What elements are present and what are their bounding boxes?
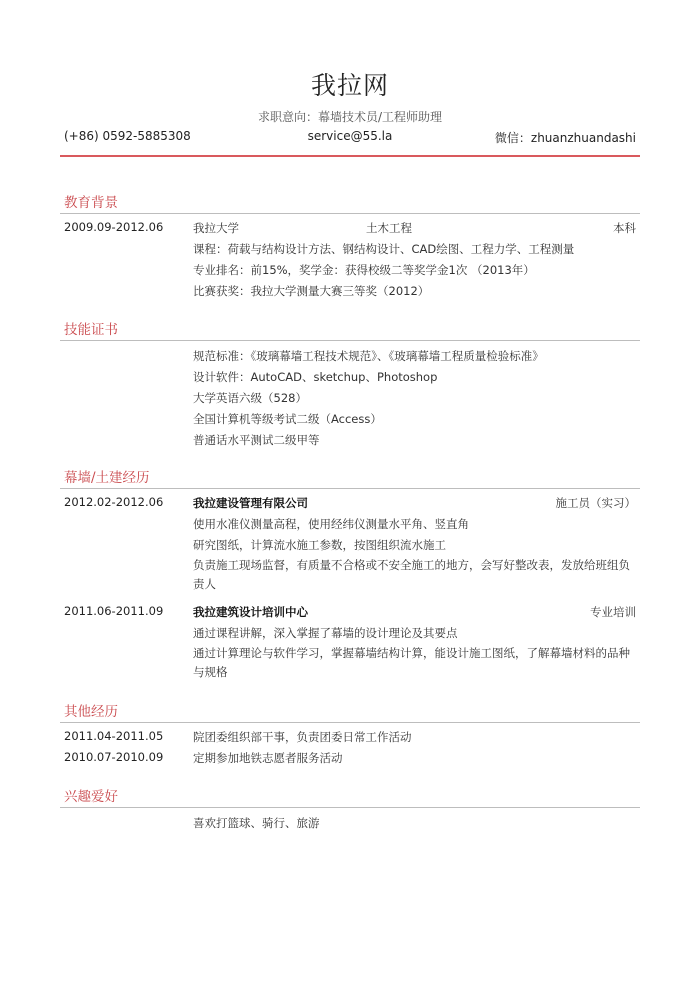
other-date: 2011.04-2011.05 bbox=[64, 729, 164, 743]
skill-line: 普通话水平测试二级甲等 bbox=[193, 433, 320, 447]
job-date: 2011.06-2011.09 bbox=[64, 604, 164, 618]
job-company: 我拉建设管理有限公司 bbox=[193, 496, 308, 510]
job-duty: 通过计算理论与软件学习，掌握幕墙结构计算，能设计施工图纸，了解幕墙材料的品种与规格 bbox=[193, 646, 630, 679]
skill-line: 设计软件：AutoCAD、sketchup、Photoshop bbox=[193, 370, 438, 384]
phone-number: (+86) 0592-5885308 bbox=[64, 129, 191, 143]
section-title-other: 其他经历 bbox=[64, 704, 118, 720]
education-degree: 本科 bbox=[613, 221, 636, 235]
job-objective: 求职意向：幕墙技术员/工程师助理 bbox=[257, 110, 443, 124]
contact-row bbox=[64, 129, 636, 147]
email-address: service@55.la bbox=[307, 129, 393, 143]
education-courses: 课程：荷载与结构设计方法、钢结构设计、CAD绘图、工程力学、工程测量 bbox=[193, 242, 575, 256]
wechat-id: 微信：zhuanzhuandashi bbox=[494, 131, 636, 145]
section-title-education: 教育背景 bbox=[64, 195, 118, 211]
section-title-hobbies: 兴趣爱好 bbox=[64, 789, 118, 805]
section-title-experience: 幕墙/土建经历 bbox=[64, 470, 150, 486]
job-duty: 负责施工现场监督，有质量不合格或不安全施工的地方，会写好整改表，发放给班组负责人 bbox=[193, 558, 630, 591]
job-date: 2012.02-2012.06 bbox=[64, 495, 164, 509]
job-company: 我拉建筑设计培训中心 bbox=[193, 605, 308, 619]
education-date: 2009.09-2012.06 bbox=[64, 220, 164, 234]
resume-name: 我拉网 bbox=[310, 71, 389, 100]
section-divider bbox=[60, 722, 640, 723]
other-date: 2010.07-2010.09 bbox=[64, 750, 164, 764]
other-text: 定期参加地铁志愿者服务活动 bbox=[193, 751, 343, 765]
job-duty: 通过课程讲解，深入掌握了幕墙的设计理论及其要点 bbox=[193, 626, 458, 640]
job-duty: 使用水准仪测量高程，使用经纬仪测量水平角、竖直角 bbox=[193, 517, 469, 531]
other-text: 院团委组织部干事，负责团委日常工作活动 bbox=[193, 730, 412, 744]
section-divider bbox=[60, 340, 640, 341]
skill-line: 大学英语六级（528） bbox=[193, 391, 307, 405]
education-school: 我拉大学 bbox=[193, 221, 239, 235]
job-role: 专业培训 bbox=[590, 605, 636, 619]
job-duty: 研究图纸，计算流水施工参数，按图组织流水施工 bbox=[193, 538, 446, 552]
education-major: 土木工程 bbox=[366, 221, 412, 235]
header-divider bbox=[60, 155, 640, 157]
skill-line: 规范标准：《玻璃幕墙工程技术规范》、《玻璃幕墙工程质量检验标准》 bbox=[193, 349, 544, 363]
section-divider bbox=[60, 213, 640, 214]
section-title-skills: 技能证书 bbox=[64, 322, 118, 338]
education-award: 比赛获奖：我拉大学测量大赛三等奖（2012） bbox=[193, 284, 430, 298]
job-role: 施工员（实习） bbox=[555, 496, 636, 510]
section-divider bbox=[60, 807, 640, 808]
education-ranking: 专业排名：前15%，奖学金：获得校级二等奖学金1次 （2013年） bbox=[193, 263, 535, 277]
hobbies-text: 喜欢打篮球、骑行、旅游 bbox=[193, 816, 320, 830]
section-divider bbox=[60, 488, 640, 489]
skill-line: 全国计算机等级考试二级（Access） bbox=[193, 412, 382, 426]
